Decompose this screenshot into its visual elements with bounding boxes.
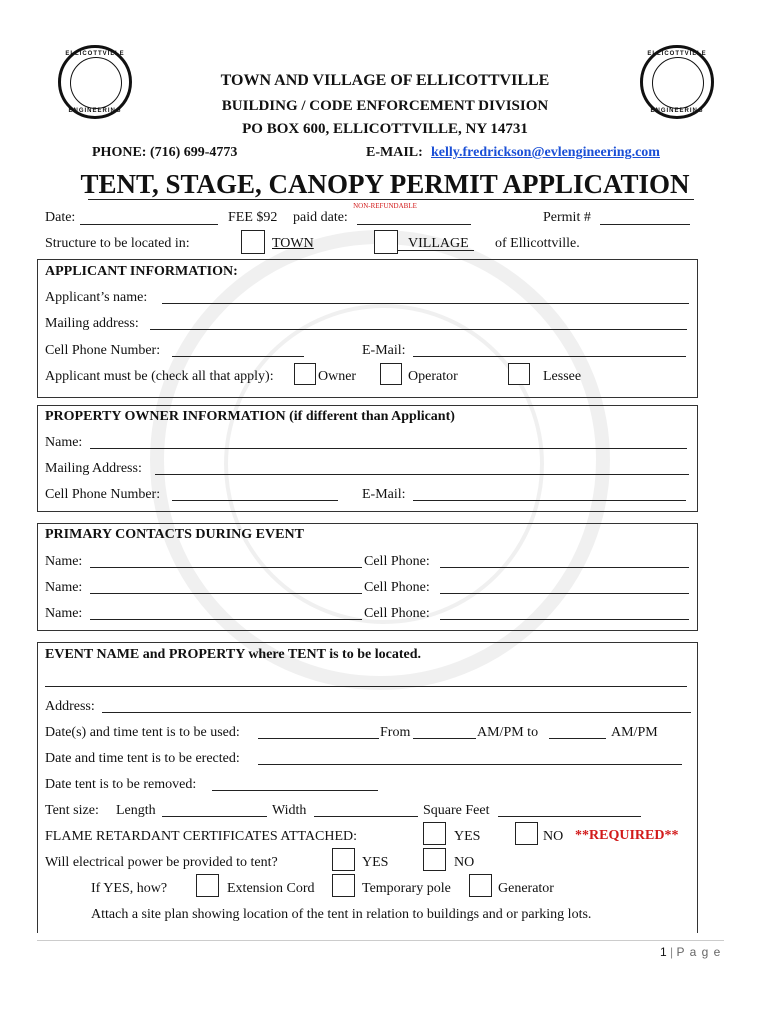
lessee-label: Lessee <box>543 369 582 384</box>
removed-field[interactable] <box>212 790 378 791</box>
length-label: Length <box>116 803 156 818</box>
ampm-label: AM/PM <box>611 725 658 740</box>
owner-checkbox[interactable] <box>294 363 316 385</box>
flame-no-checkbox[interactable] <box>515 822 538 845</box>
owner-cell-field[interactable] <box>172 500 338 501</box>
applicant-email-field[interactable] <box>413 356 686 357</box>
date-field[interactable] <box>80 224 218 225</box>
contact-1-name-label: Name: <box>45 554 83 569</box>
header-line1: TOWN AND VILLAGE OF ELLICOTTVILLE <box>220 72 550 89</box>
owner-label: Owner <box>318 369 357 384</box>
village-label: VILLAGE <box>408 236 469 251</box>
power-label: Will electrical power be provided to tent? <box>45 855 278 870</box>
header-phone: PHONE: (716) 699-4773 <box>92 145 238 160</box>
sqft-field[interactable] <box>498 816 641 817</box>
contact-1-name-field[interactable] <box>90 567 362 568</box>
flame-no-label: NO <box>543 829 564 844</box>
generator-label: Generator <box>498 881 554 896</box>
lessee-checkbox[interactable] <box>508 363 530 385</box>
site-plan-note: Attach a site plan showing location of the tent in relation to buildings and or parking lots. <box>91 907 592 922</box>
contact-3-cell-field[interactable] <box>440 619 689 620</box>
contacts-heading: PRIMARY CONTACTS DURING EVENT <box>45 527 304 542</box>
owner-heading: PROPERTY OWNER INFORMATION (if different than Applicant) <box>45 409 455 424</box>
applicant-name-field[interactable] <box>162 303 689 304</box>
of-ellicottville: of Ellicottville. <box>495 236 580 251</box>
owner-name-label: Name: <box>45 435 83 450</box>
required-note: **REQUIRED** <box>575 828 679 843</box>
sqft-label: Square Feet <box>423 803 490 818</box>
contact-2-name-label: Name: <box>45 580 83 595</box>
owner-email-label: E-Mail: <box>362 487 406 502</box>
permit-field[interactable] <box>600 224 690 225</box>
owner-email-field[interactable] <box>413 500 686 501</box>
width-label: Width <box>272 803 307 818</box>
applicant-must-be-label: Applicant must be (check all that apply): <box>45 369 274 384</box>
length-field[interactable] <box>162 816 267 817</box>
from-label: From <box>380 725 411 740</box>
owner-cell-label: Cell Phone Number: <box>45 487 161 502</box>
extension-checkbox[interactable] <box>196 874 219 897</box>
town-checkbox[interactable] <box>241 230 265 254</box>
applicant-cell-label: Cell Phone Number: <box>45 343 161 358</box>
flame-label: FLAME RETARDANT CERTIFICATES ATTACHED: <box>45 829 358 844</box>
generator-checkbox[interactable] <box>469 874 492 897</box>
page-word: P a g e <box>676 945 722 959</box>
erected-label: Date and time tent is to be erected: <box>45 751 240 766</box>
to-time-field[interactable] <box>549 738 606 739</box>
contact-3-cell-label: Cell Phone: <box>364 606 430 621</box>
non-refundable-note: NON-REFUNDABLE <box>353 202 417 210</box>
header-email-link[interactable]: kelly.fredrickson@evlengineering.com <box>431 145 660 160</box>
paid-date-label: paid date: <box>293 210 348 225</box>
erected-field[interactable] <box>258 764 682 765</box>
owner-mailing-label: Mailing Address: <box>45 461 142 476</box>
date-label: Date: <box>45 210 76 225</box>
owner-name-field[interactable] <box>90 448 687 449</box>
applicant-name-label: Applicant’s name: <box>45 290 148 305</box>
event-heading: EVENT NAME and PROPERTY where TENT is to be located. <box>45 647 421 662</box>
if-yes-label: If YES, how? <box>91 881 168 896</box>
applicant-heading: APPLICANT INFORMATION: <box>45 264 238 279</box>
contact-2-cell-field[interactable] <box>440 593 689 594</box>
owner-mailing-field[interactable] <box>155 474 689 475</box>
power-no-label: NO <box>454 855 475 870</box>
contact-1-cell-label: Cell Phone: <box>364 554 430 569</box>
paid-date-field[interactable] <box>357 224 471 225</box>
event-dates-label: Date(s) and time tent is to be used: <box>45 725 240 740</box>
fee-text: FEE $92 <box>228 210 278 225</box>
ampm-to-label: AM/PM to <box>477 725 539 740</box>
page-separator: | <box>670 945 674 959</box>
width-field[interactable] <box>314 816 418 817</box>
temp-pole-checkbox[interactable] <box>332 874 355 897</box>
contact-3-name-label: Name: <box>45 606 83 621</box>
flame-yes-checkbox[interactable] <box>423 822 446 845</box>
extension-label: Extension Cord <box>227 881 315 896</box>
flame-yes-label: YES <box>454 829 481 844</box>
contact-1-cell-field[interactable] <box>440 567 689 568</box>
applicant-cell-field[interactable] <box>172 356 304 357</box>
applicant-mailing-field[interactable] <box>150 329 687 330</box>
event-dates-field[interactable] <box>258 738 379 739</box>
page-title: TENT, STAGE, CANOPY PERMIT APPLICATION <box>80 169 690 199</box>
permit-label: Permit # <box>543 210 591 225</box>
event-address-field[interactable] <box>102 712 691 713</box>
power-no-checkbox[interactable] <box>423 848 446 871</box>
operator-label: Operator <box>408 369 458 384</box>
from-time-field[interactable] <box>413 738 476 739</box>
temp-pole-label: Temporary pole <box>362 881 451 896</box>
event-address-label: Address: <box>45 699 95 714</box>
left-seal-logo: ELLICOTTVILLE ENGINEERING <box>58 45 132 119</box>
header-email-label: E-MAIL: <box>366 145 423 160</box>
power-yes-label: YES <box>362 855 389 870</box>
contact-2-name-field[interactable] <box>90 593 362 594</box>
applicant-email-label: E-Mail: <box>362 343 406 358</box>
right-seal-logo: ELLICOTTVILLE ENGINEERING <box>640 45 714 119</box>
page-number: 1 <box>660 945 667 959</box>
header-line2: BUILDING / CODE ENFORCEMENT DIVISION <box>221 98 549 114</box>
header-line3: PO BOX 600, ELLICOTTVILLE, NY 14731 <box>242 121 528 137</box>
structure-label: Structure to be located in: <box>45 236 190 251</box>
power-yes-checkbox[interactable] <box>332 848 355 871</box>
contact-2-cell-label: Cell Phone: <box>364 580 430 595</box>
removed-label: Date tent is to be removed: <box>45 777 197 792</box>
operator-checkbox[interactable] <box>380 363 402 385</box>
village-checkbox[interactable] <box>374 230 398 254</box>
applicant-mailing-label: Mailing address: <box>45 316 139 331</box>
contact-3-name-field[interactable] <box>90 619 362 620</box>
page-footer <box>660 945 721 959</box>
event-name-field[interactable] <box>45 686 687 687</box>
size-label: Tent size: <box>45 803 99 818</box>
town-label: TOWN <box>272 236 314 251</box>
